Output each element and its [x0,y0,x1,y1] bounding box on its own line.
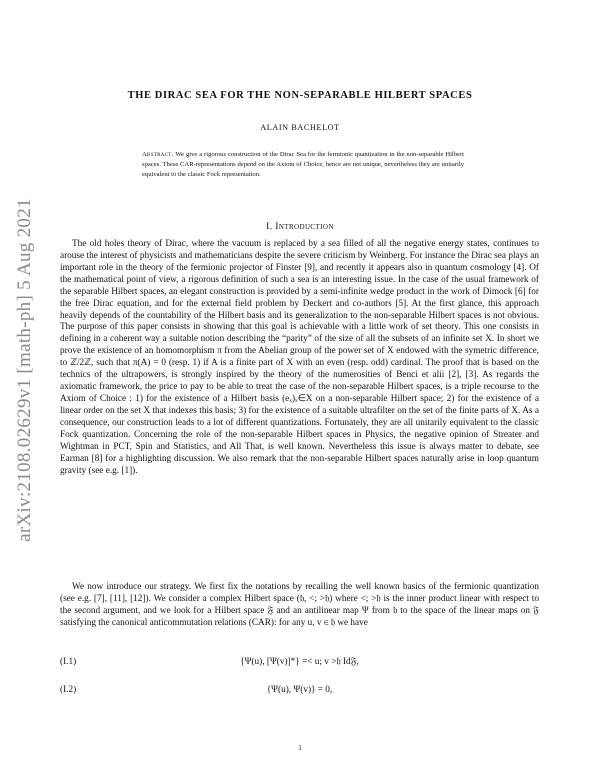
arxiv-identifier-text: arXiv:2108.02629v1 [math-ph] 5 Aug 2021 [14,198,36,542]
page-number: 1 [298,744,302,752]
intro-paragraph-1: The old holes theory of Dirac, where the vacuum is replaced by a sea filled of all the negative energy states, continues to arouse the interest of physicists and mathematicians despite the severe criticism by Weinberg. For instance the Dirac sea plays an important role in the theory of the fermionic projector of Finster [9], and recently it appears also in quantum cosmology [4]. Of the mathematical point of view, a rigorous definition of such a sea is an interesting issue. In the case of the usual framework of the separable Hilbert spaces, an elegant construction is provided by a semi-infinite wedge product in the work of Dimock [6] for the free Dirac equation, and for the external field problem by Deckert and co-authors [5]. At the first glance, this approach heavily depends of the countability of the Hilbert basis and its generalization to the non-separable Hilbert spaces is not obvious. The purpose of this paper consists in showing that this goal is achievable with a little work of set theory. This one consists in defining in a coherent way a suitable notion describing the “parity” of the size of all the subsets of an infinite set X. In short we prove the existence of an homomorphism π from the Abelian group of the power set of X endowed with the symetric difference, to ℤ/2ℤ, such that π(A) = 0 (resp. 1) if A is a finite part of X with an even (resp. odd) cardinal. The proof that is based on the technics of the ultrapowers, is strongly inspired by the theory of the numerosities of Benci et alii [2], [3]. As regards the axiomatic framework, the price to pay to be able to treat the case of the non-separable Hilbert spaces, is a triple recourse to the Axiom of Choice : 1) for the existence of a Hilbert basis (eₓ)ₓ∈X on a non-separable Hilbert space; 2) for the existence of a linear order on the set X that indexes this basis; 3) for the existence of a suitable ultrafilter on the set of the finite parts of X. As a consequence, our construction leads to a lot of different quantizations. Fortunately, they are all unitarily equivalent to the classic Fock quantization. Concerning the role of the non-separable Hilbert spaces in Physics, the negative opinion of Streater and Wightman in PCT, Spin and Statistics, and All That, is well known. Nevertheless this issue is always matter to debate, see Earman [8] for a highlighting discussion. We also remark that the non-separable Hilbert spaces naturally arise in loop quantum gravity (see e.g. [1]). [60,239,539,476]
abstract-label: Abstract. [142,151,174,158]
paper-title: THE DIRAC SEA FOR THE NON-SEPARABLE HILBERT SPACES [127,90,473,101]
equation-2 [60,685,539,699]
paper-author: ALAIN BACHELOT [260,123,340,132]
equation-number: (I.2) [60,685,77,695]
equation-formula: {Ψ(u), [Ψ(v)]*} =< u; v >𝔥 Id𝔉, [240,657,359,667]
abstract-text: We give a rigorous construction of the Dirac Sea for the fermionic quantization in the non-separable Hilbert spaces. These CAR-representations depend on the Axiom of Choice, hence are not unique, nevertheless they are unitarily equivalent to the classic Fock representation. [142,151,464,178]
arxiv-identifier [14,160,36,580]
abstract [142,150,464,180]
equation-formula: {Ψ(u), Ψ(v)} = 0, [266,685,333,695]
intro-paragraph-2: We now introduce our strategy. We first fix the notations by recalling the well known basics of the fermionic quantization (see e.g. [7], [11], [12]). We consider a complex Hilbert space (𝔥, <; >𝔥) where <; >𝔥 is the inner product linear with respect to the second argument, and we look for a Hilbert space 𝔉 and an antilinear map Ψ from 𝔥 to the space of the linear maps on 𝔉 satisfying the canonical anticommutation relations (CAR): for any u, v ∈ 𝔥 we have [60,582,539,628]
equation-number: (I.1) [60,657,77,667]
section-heading: I. Introduction [266,222,334,232]
equation-1 [60,657,539,671]
